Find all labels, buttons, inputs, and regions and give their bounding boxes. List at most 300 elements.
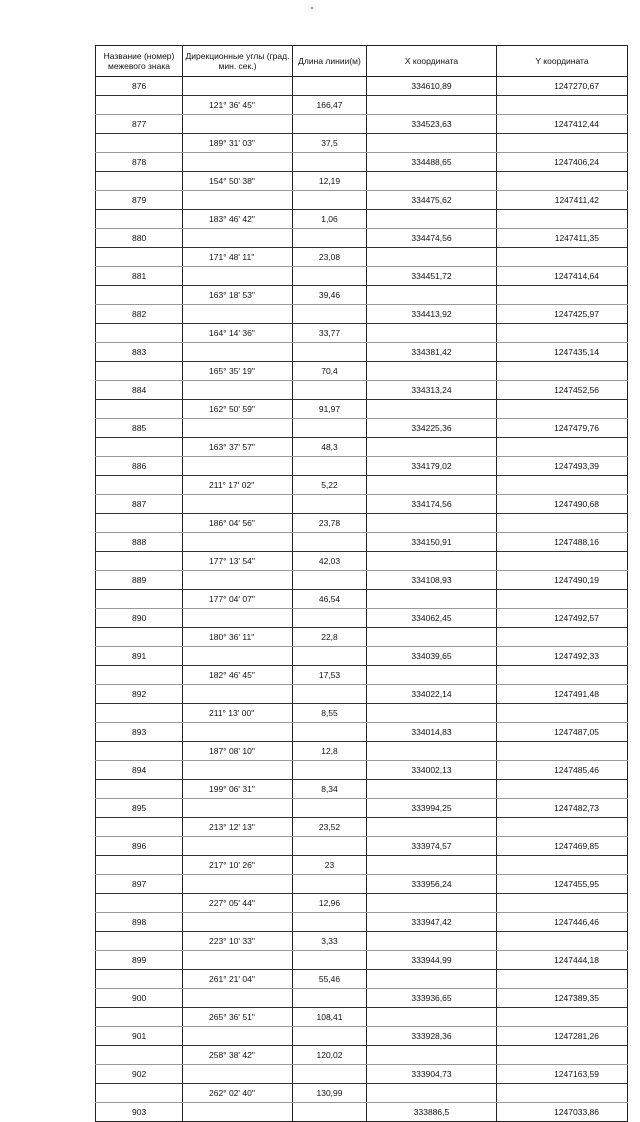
empty-angle-cell: [183, 381, 293, 400]
empty-name-cell: [96, 286, 183, 305]
line-length: 37,5: [293, 134, 367, 153]
segment-row: [96, 932, 628, 951]
line-length: 39,46: [293, 286, 367, 305]
empty-name-cell: [96, 96, 183, 115]
point-name: 890: [96, 609, 183, 628]
point-row: [96, 989, 628, 1008]
y-coordinate: 1247281,26: [497, 1027, 628, 1046]
empty-length-cell: [293, 913, 367, 932]
y-coordinate: 1247406,24: [497, 153, 628, 172]
empty-length-cell: [293, 571, 367, 590]
point-name: 892: [96, 685, 183, 704]
point-name: 882: [96, 305, 183, 324]
empty-name-cell: [96, 1008, 183, 1027]
segment-row: [96, 400, 628, 419]
y-coordinate: 1247389,35: [497, 989, 628, 1008]
empty-angle-cell: [183, 951, 293, 970]
y-coordinate: 1247435,14: [497, 343, 628, 362]
empty-length-cell: [293, 1065, 367, 1084]
empty-x-cell: [367, 552, 497, 571]
direction-angle: 180° 36' 11": [183, 628, 293, 647]
empty-y-cell: [497, 628, 628, 647]
point-name: 902: [96, 1065, 183, 1084]
empty-y-cell: [497, 362, 628, 381]
empty-name-cell: [96, 628, 183, 647]
empty-length-cell: [293, 647, 367, 666]
empty-x-cell: [367, 248, 497, 267]
line-length: 33,77: [293, 324, 367, 343]
segment-row: [96, 96, 628, 115]
segment-row: [96, 210, 628, 229]
empty-length-cell: [293, 609, 367, 628]
line-length: 3,33: [293, 932, 367, 951]
empty-angle-cell: [183, 229, 293, 248]
empty-length-cell: [293, 77, 367, 96]
point-row: [96, 495, 628, 514]
line-length: 70,4: [293, 362, 367, 381]
y-coordinate: 1247270,67: [497, 77, 628, 96]
empty-y-cell: [497, 514, 628, 533]
empty-y-cell: [497, 96, 628, 115]
header-y: Y координата: [497, 46, 628, 77]
empty-name-cell: [96, 476, 183, 495]
empty-name-cell: [96, 970, 183, 989]
empty-angle-cell: [183, 1103, 293, 1122]
empty-y-cell: [497, 552, 628, 571]
line-length: 48,3: [293, 438, 367, 457]
segment-row: [96, 362, 628, 381]
point-name: 885: [96, 419, 183, 438]
empty-x-cell: [367, 96, 497, 115]
line-length: 166,47: [293, 96, 367, 115]
point-row: [96, 267, 628, 286]
segment-row: [96, 248, 628, 267]
direction-angle: 211° 13' 00": [183, 704, 293, 723]
segment-row: [96, 780, 628, 799]
point-row: [96, 229, 628, 248]
y-coordinate: 1247485,46: [497, 761, 628, 780]
empty-name-cell: [96, 704, 183, 723]
empty-y-cell: [497, 324, 628, 343]
empty-y-cell: [497, 894, 628, 913]
empty-name-cell: [96, 666, 183, 685]
line-length: 120,02: [293, 1046, 367, 1065]
x-coordinate: 333886,5: [367, 1103, 497, 1122]
line-length: 91,97: [293, 400, 367, 419]
y-coordinate: 1247411,35: [497, 229, 628, 248]
segment-row: [96, 324, 628, 343]
empty-length-cell: [293, 761, 367, 780]
empty-x-cell: [367, 894, 497, 913]
point-row: [96, 837, 628, 856]
line-length: 22,8: [293, 628, 367, 647]
x-coordinate: 334179,02: [367, 457, 497, 476]
point-row: [96, 685, 628, 704]
empty-length-cell: [293, 229, 367, 248]
empty-name-cell: [96, 514, 183, 533]
empty-x-cell: [367, 514, 497, 533]
direction-angle: 261° 21' 04": [183, 970, 293, 989]
empty-y-cell: [497, 780, 628, 799]
empty-length-cell: [293, 951, 367, 970]
empty-length-cell: [293, 115, 367, 134]
table-body: [96, 77, 628, 1122]
empty-angle-cell: [183, 609, 293, 628]
empty-length-cell: [293, 343, 367, 362]
point-row: [96, 77, 628, 96]
x-coordinate: 334150,91: [367, 533, 497, 552]
header-x: X координата: [367, 46, 497, 77]
point-name: 884: [96, 381, 183, 400]
empty-length-cell: [293, 495, 367, 514]
x-coordinate: 334002,13: [367, 761, 497, 780]
empty-angle-cell: [183, 457, 293, 476]
direction-angle: 262° 02' 40": [183, 1084, 293, 1103]
point-row: [96, 305, 628, 324]
line-length: 55,46: [293, 970, 367, 989]
point-row: [96, 381, 628, 400]
empty-x-cell: [367, 704, 497, 723]
empty-angle-cell: [183, 191, 293, 210]
x-coordinate: 334523,63: [367, 115, 497, 134]
empty-name-cell: [96, 780, 183, 799]
direction-angle: 199° 06' 31": [183, 780, 293, 799]
segment-row: [96, 1084, 628, 1103]
empty-angle-cell: [183, 837, 293, 856]
direction-angle: 211° 17' 02": [183, 476, 293, 495]
y-coordinate: 1247479,76: [497, 419, 628, 438]
direction-angle: 121° 36' 45": [183, 96, 293, 115]
line-length: 8,55: [293, 704, 367, 723]
empty-y-cell: [497, 134, 628, 153]
empty-y-cell: [497, 590, 628, 609]
segment-row: [96, 818, 628, 837]
y-coordinate: 1247490,19: [497, 571, 628, 590]
y-coordinate: 1247414,64: [497, 267, 628, 286]
line-length: 12,96: [293, 894, 367, 913]
y-coordinate: 1247163,59: [497, 1065, 628, 1084]
x-coordinate: 333944,99: [367, 951, 497, 970]
segment-row: [96, 742, 628, 761]
point-name: 887: [96, 495, 183, 514]
empty-y-cell: [497, 818, 628, 837]
empty-angle-cell: [183, 875, 293, 894]
direction-angle: 187° 08' 10": [183, 742, 293, 761]
segment-row: [96, 1008, 628, 1027]
point-name: 900: [96, 989, 183, 1008]
y-coordinate: 1247444,18: [497, 951, 628, 970]
empty-y-cell: [497, 970, 628, 989]
empty-length-cell: [293, 723, 367, 742]
segment-row: [96, 552, 628, 571]
line-length: 12,8: [293, 742, 367, 761]
line-length: 23: [293, 856, 367, 875]
point-name: 877: [96, 115, 183, 134]
direction-angle: 162° 50' 59": [183, 400, 293, 419]
point-row: [96, 343, 628, 362]
segment-row: [96, 1046, 628, 1065]
x-coordinate: 334313,24: [367, 381, 497, 400]
y-coordinate: 1247487,05: [497, 723, 628, 742]
y-coordinate: 1247455,95: [497, 875, 628, 894]
scan-speck: [311, 7, 313, 9]
point-row: [96, 1065, 628, 1084]
y-coordinate: 1247492,33: [497, 647, 628, 666]
y-coordinate: 1247488,16: [497, 533, 628, 552]
header-name: Название (номер) межевого знака: [96, 46, 183, 77]
direction-angle: 177° 04' 07": [183, 590, 293, 609]
y-coordinate: 1247490,68: [497, 495, 628, 514]
empty-x-cell: [367, 666, 497, 685]
direction-angle: 186° 04' 56": [183, 514, 293, 533]
x-coordinate: 334022,14: [367, 685, 497, 704]
empty-name-cell: [96, 894, 183, 913]
empty-name-cell: [96, 172, 183, 191]
empty-y-cell: [497, 932, 628, 951]
point-name: 881: [96, 267, 183, 286]
empty-y-cell: [497, 172, 628, 191]
empty-angle-cell: [183, 343, 293, 362]
line-length: 1,06: [293, 210, 367, 229]
x-coordinate: 334108,93: [367, 571, 497, 590]
empty-length-cell: [293, 685, 367, 704]
direction-angle: 165° 35' 19": [183, 362, 293, 381]
x-coordinate: 333994,25: [367, 799, 497, 818]
point-name: 894: [96, 761, 183, 780]
header-angle: Дирекционные углы (град. мин. сек.): [183, 46, 293, 77]
x-coordinate: 334062,45: [367, 609, 497, 628]
x-coordinate: 334610,89: [367, 77, 497, 96]
empty-length-cell: [293, 875, 367, 894]
empty-x-cell: [367, 134, 497, 153]
empty-x-cell: [367, 324, 497, 343]
empty-name-cell: [96, 362, 183, 381]
x-coordinate: 334474,56: [367, 229, 497, 248]
point-row: [96, 875, 628, 894]
segment-row: [96, 856, 628, 875]
empty-y-cell: [497, 476, 628, 495]
direction-angle: 227° 05' 44": [183, 894, 293, 913]
empty-name-cell: [96, 324, 183, 343]
empty-angle-cell: [183, 495, 293, 514]
y-coordinate: 1247412,44: [497, 115, 628, 134]
point-row: [96, 609, 628, 628]
direction-angle: 265° 36' 51": [183, 1008, 293, 1027]
point-row: [96, 951, 628, 970]
y-coordinate: 1247425,97: [497, 305, 628, 324]
empty-y-cell: [497, 666, 628, 685]
direction-angle: 183° 46' 42": [183, 210, 293, 229]
segment-row: [96, 438, 628, 457]
empty-x-cell: [367, 932, 497, 951]
point-row: [96, 723, 628, 742]
y-coordinate: 1247446,46: [497, 913, 628, 932]
point-row: [96, 1027, 628, 1046]
empty-name-cell: [96, 1084, 183, 1103]
empty-name-cell: [96, 248, 183, 267]
line-length: 8,34: [293, 780, 367, 799]
empty-x-cell: [367, 210, 497, 229]
empty-y-cell: [497, 400, 628, 419]
segment-row: [96, 286, 628, 305]
point-row: [96, 153, 628, 172]
empty-y-cell: [497, 210, 628, 229]
empty-x-cell: [367, 590, 497, 609]
segment-row: [96, 666, 628, 685]
x-coordinate: 334014,83: [367, 723, 497, 742]
empty-length-cell: [293, 799, 367, 818]
empty-length-cell: [293, 457, 367, 476]
y-coordinate: 1247033,86: [497, 1103, 628, 1122]
x-coordinate: 334039,65: [367, 647, 497, 666]
empty-name-cell: [96, 400, 183, 419]
point-row: [96, 457, 628, 476]
line-length: 42,03: [293, 552, 367, 571]
direction-angle: 154° 50' 38": [183, 172, 293, 191]
line-length: 5,22: [293, 476, 367, 495]
empty-x-cell: [367, 438, 497, 457]
point-row: [96, 761, 628, 780]
point-row: [96, 1103, 628, 1122]
empty-x-cell: [367, 1046, 497, 1065]
direction-angle: 213° 12' 13": [183, 818, 293, 837]
empty-angle-cell: [183, 115, 293, 134]
point-row: [96, 419, 628, 438]
segment-row: [96, 590, 628, 609]
empty-x-cell: [367, 172, 497, 191]
x-coordinate: 334475,62: [367, 191, 497, 210]
header-length: Длина линии(м): [293, 46, 367, 77]
empty-angle-cell: [183, 1065, 293, 1084]
y-coordinate: 1247452,56: [497, 381, 628, 400]
empty-angle-cell: [183, 153, 293, 172]
empty-y-cell: [497, 1008, 628, 1027]
empty-name-cell: [96, 438, 183, 457]
point-row: [96, 571, 628, 590]
x-coordinate: 333928,36: [367, 1027, 497, 1046]
y-coordinate: 1247493,39: [497, 457, 628, 476]
empty-length-cell: [293, 419, 367, 438]
point-name: 897: [96, 875, 183, 894]
empty-x-cell: [367, 1084, 497, 1103]
x-coordinate: 334174,56: [367, 495, 497, 514]
point-row: [96, 115, 628, 134]
y-coordinate: 1247491,48: [497, 685, 628, 704]
direction-angle: 164° 14' 36": [183, 324, 293, 343]
empty-angle-cell: [183, 685, 293, 704]
direction-angle: 217° 10' 26": [183, 856, 293, 875]
empty-length-cell: [293, 381, 367, 400]
empty-name-cell: [96, 932, 183, 951]
y-coordinate: 1247469,85: [497, 837, 628, 856]
segment-row: [96, 172, 628, 191]
empty-angle-cell: [183, 533, 293, 552]
empty-name-cell: [96, 742, 183, 761]
segment-row: [96, 704, 628, 723]
direction-angle: 189° 31' 03": [183, 134, 293, 153]
x-coordinate: 334451,72: [367, 267, 497, 286]
empty-y-cell: [497, 438, 628, 457]
empty-angle-cell: [183, 799, 293, 818]
empty-length-cell: [293, 1103, 367, 1122]
y-coordinate: 1247411,42: [497, 191, 628, 210]
line-length: 23,08: [293, 248, 367, 267]
header-row: [96, 46, 628, 77]
x-coordinate: 333974,57: [367, 837, 497, 856]
empty-x-cell: [367, 970, 497, 989]
line-length: 130,99: [293, 1084, 367, 1103]
point-name: 883: [96, 343, 183, 362]
point-name: 893: [96, 723, 183, 742]
direction-angle: 182° 46' 45": [183, 666, 293, 685]
empty-name-cell: [96, 552, 183, 571]
empty-angle-cell: [183, 305, 293, 324]
direction-angle: 171° 48' 11": [183, 248, 293, 267]
empty-angle-cell: [183, 267, 293, 286]
point-row: [96, 799, 628, 818]
empty-x-cell: [367, 742, 497, 761]
point-name: 879: [96, 191, 183, 210]
point-row: [96, 647, 628, 666]
empty-angle-cell: [183, 647, 293, 666]
x-coordinate: 334413,92: [367, 305, 497, 324]
direction-angle: 163° 37' 57": [183, 438, 293, 457]
line-length: 12,19: [293, 172, 367, 191]
line-length: 17,53: [293, 666, 367, 685]
point-name: 889: [96, 571, 183, 590]
x-coordinate: 333904,73: [367, 1065, 497, 1084]
point-row: [96, 191, 628, 210]
point-row: [96, 533, 628, 552]
segment-row: [96, 514, 628, 533]
empty-length-cell: [293, 1027, 367, 1046]
empty-angle-cell: [183, 989, 293, 1008]
point-name: 896: [96, 837, 183, 856]
point-name: 880: [96, 229, 183, 248]
empty-angle-cell: [183, 419, 293, 438]
empty-y-cell: [497, 1084, 628, 1103]
line-length: 46,54: [293, 590, 367, 609]
line-length: 23,78: [293, 514, 367, 533]
point-name: 886: [96, 457, 183, 476]
segment-row: [96, 476, 628, 495]
empty-length-cell: [293, 305, 367, 324]
point-name: 895: [96, 799, 183, 818]
empty-x-cell: [367, 1008, 497, 1027]
segment-row: [96, 628, 628, 647]
empty-length-cell: [293, 989, 367, 1008]
empty-length-cell: [293, 837, 367, 856]
segment-row: [96, 894, 628, 913]
empty-name-cell: [96, 134, 183, 153]
empty-name-cell: [96, 590, 183, 609]
empty-name-cell: [96, 210, 183, 229]
point-name: 898: [96, 913, 183, 932]
empty-name-cell: [96, 856, 183, 875]
x-coordinate: 333947,42: [367, 913, 497, 932]
empty-angle-cell: [183, 571, 293, 590]
x-coordinate: 334381,42: [367, 343, 497, 362]
empty-x-cell: [367, 400, 497, 419]
line-length: 108,41: [293, 1008, 367, 1027]
empty-x-cell: [367, 628, 497, 647]
x-coordinate: 333936,65: [367, 989, 497, 1008]
point-name: 901: [96, 1027, 183, 1046]
empty-angle-cell: [183, 913, 293, 932]
direction-angle: 258° 38' 42": [183, 1046, 293, 1065]
point-row: [96, 913, 628, 932]
direction-angle: 177° 13' 54": [183, 552, 293, 571]
